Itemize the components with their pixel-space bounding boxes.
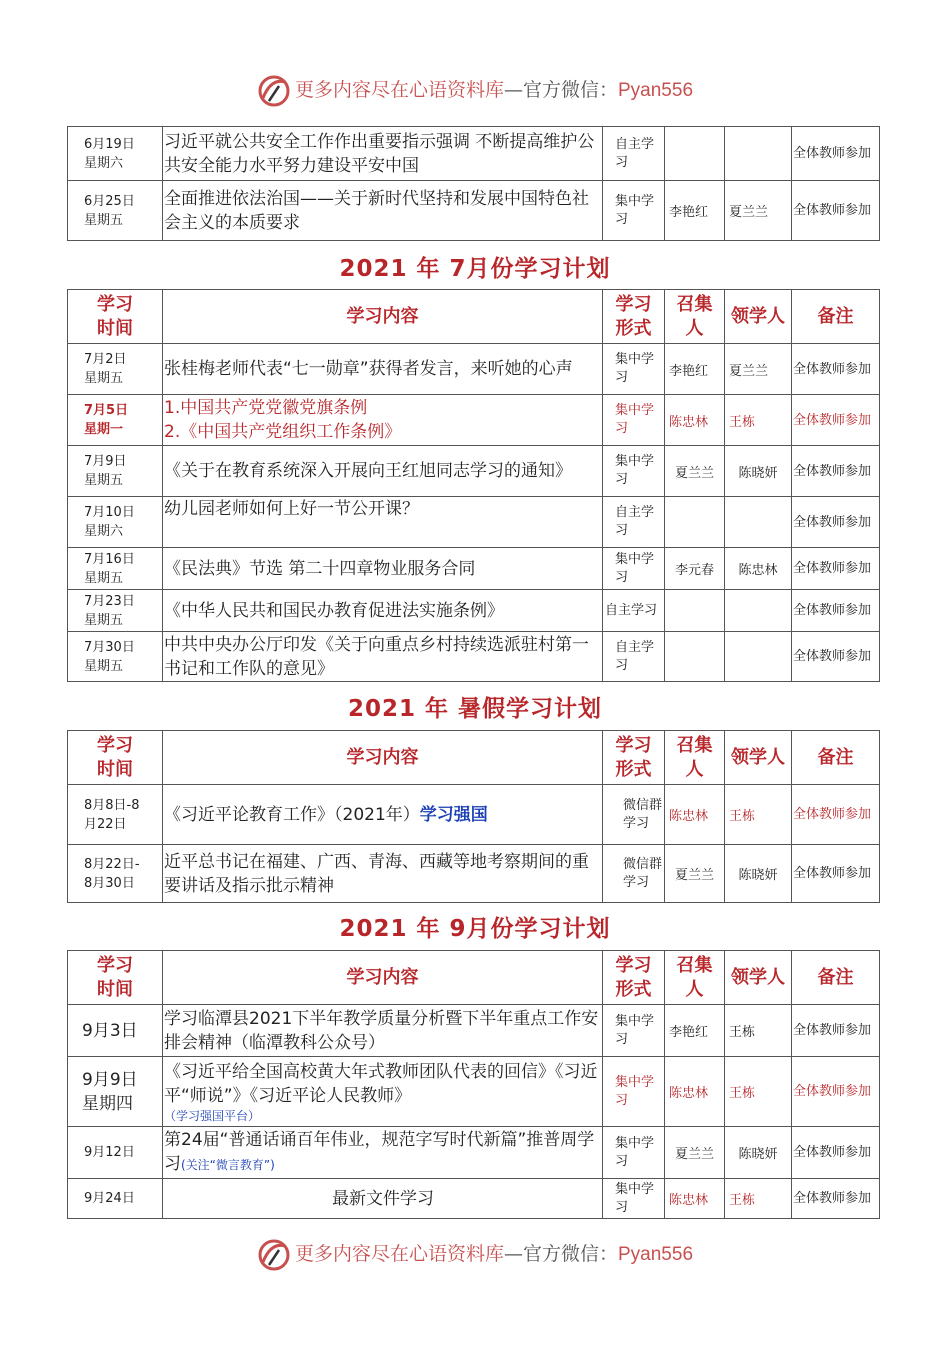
content-cell: 学习临潭县2021下半年教学质量分析暨下半年重点工作安排会精神（临潭教科公众号） (163, 1005, 603, 1057)
leader-cell: 王栋 (725, 785, 792, 845)
table-header-row (68, 951, 880, 1005)
table-header-row (68, 290, 880, 344)
note-cell: 全体教师参加 (792, 1005, 880, 1057)
table-row (68, 395, 880, 446)
header-note: 备注 (792, 951, 880, 1005)
form-cell: 集中学习 (603, 1057, 665, 1127)
date-cell: 9月12日 (68, 1127, 163, 1179)
watermark-brand: 更多内容尽在心语资料库 (294, 79, 504, 101)
convener-cell (665, 590, 725, 632)
leader-cell: 王栋 (725, 1179, 792, 1219)
header-form: 学习形式 (603, 290, 665, 344)
header-convener: 召集人 (665, 290, 725, 344)
form-cell: 集中学习 (603, 548, 665, 590)
content-cell: 中共中央办公厅印发《关于向重点乡村持续选派驻村第一书记和工作队的意见》 (163, 632, 603, 682)
september-table (67, 950, 880, 1219)
convener-cell: 陈忠林 (665, 395, 725, 446)
table-row (68, 785, 880, 845)
table-header-row (68, 731, 880, 785)
content-cell: 张桂梅老师代表“七一勋章”获得者发言，来听她的心声 (163, 344, 603, 395)
table-row (68, 181, 880, 241)
date-cell: 9月3日 (68, 1005, 163, 1057)
convener-cell: 李艳红 (665, 344, 725, 395)
convener-cell: 夏兰兰 (665, 446, 725, 497)
content-cell: 全面推进依法治国——关于新时代坚持和发展中国特色社会主义的本质要求 (163, 181, 603, 241)
date-cell: 9月24日 (68, 1179, 163, 1219)
date-cell: 7月30日 星期五 (68, 632, 163, 682)
note-cell: 全体教师参加 (792, 181, 880, 241)
watermark-brand: 更多内容尽在心语资料库 (294, 1243, 504, 1265)
content-cell: 1.中国共产党党徽党旗条例 2.《中国共产党组织工作条例》 (163, 395, 603, 446)
header-form: 学习形式 (603, 731, 665, 785)
table-row (68, 1057, 880, 1127)
leader-cell: 王栋 (725, 1005, 792, 1057)
leader-cell: 王栋 (725, 395, 792, 446)
leader-cell: 陈晓妍 (725, 446, 792, 497)
leader-cell: 王栋 (725, 1057, 792, 1127)
leader-cell: 陈忠林 (725, 548, 792, 590)
form-cell: 自主学习 (603, 497, 665, 548)
convener-cell (665, 632, 725, 682)
table-row (68, 845, 880, 903)
form-cell: 集中学习 (603, 1127, 665, 1179)
date-cell: 6月19日 星期六 (68, 127, 163, 181)
watermark-dash: — (503, 1243, 523, 1265)
convener-cell: 李艳红 (665, 1005, 725, 1057)
content-cell: 近平总书记在福建、广西、青海、西藏等地考察期间的重要讲话及指示批示精神 (163, 845, 603, 903)
form-cell: 集中学习 (603, 395, 665, 446)
header-convener: 召集人 (665, 951, 725, 1005)
form-cell: 自主学习 (603, 127, 665, 181)
form-cell: 集中学习 (603, 344, 665, 395)
note-cell: 全体教师参加 (792, 127, 880, 181)
form-cell: 自主学习 (603, 632, 665, 682)
watermark-bottom (0, 1238, 950, 1272)
convener-cell (665, 497, 725, 548)
leader-cell: 陈晓妍 (725, 1127, 792, 1179)
table-row (68, 548, 880, 590)
brand-logo-icon (257, 1238, 291, 1272)
convener-cell: 李元春 (665, 548, 725, 590)
note-cell: 全体教师参加 (792, 1127, 880, 1179)
convener-cell (665, 127, 725, 181)
content-cell: 《民法典》节选 第二十四章物业服务合同 (163, 548, 603, 590)
watermark-wechat-label: 官方微信： (522, 1243, 618, 1265)
watermark-wechat-label: 官方微信： (522, 79, 618, 101)
header-content: 学习内容 (163, 731, 603, 785)
form-cell: 集中学习 (603, 446, 665, 497)
convener-cell: 陈忠林 (665, 1057, 725, 1127)
header-content: 学习内容 (163, 290, 603, 344)
header-note: 备注 (792, 290, 880, 344)
header-note: 备注 (792, 731, 880, 785)
watermark-wechat-id: Pyan556 (618, 1244, 694, 1265)
table-row (68, 590, 880, 632)
header-leader: 领学人 (725, 951, 792, 1005)
table-row (68, 344, 880, 395)
date-cell: 9月9日 星期四 (68, 1057, 163, 1127)
table-row (68, 1005, 880, 1057)
date-cell: 7月23日 星期五 (68, 590, 163, 632)
watermark-wechat-id: Pyan556 (618, 80, 694, 101)
convener-cell: 夏兰兰 (665, 845, 725, 903)
note-cell: 全体教师参加 (792, 497, 880, 548)
table-row (68, 1179, 880, 1219)
date-cell: 7月9日 星期五 (68, 446, 163, 497)
leader-cell (725, 497, 792, 548)
convener-cell: 陈忠林 (665, 785, 725, 845)
june-table (67, 126, 880, 241)
header-time: 学习时间 (68, 951, 163, 1005)
content-cell: 《习近平给全国高校黄大年式教师团队代表的回信》《习近平“师说”》《习近平论人民教师》 （学习强国平台） (163, 1057, 603, 1127)
content-cell: 《关于在教育系统深入开展向王红旭同志学习的通知》 (163, 446, 603, 497)
date-cell: 8月8日-8 月22日 (68, 785, 163, 845)
leader-cell: 陈晓妍 (725, 845, 792, 903)
july-title: 2021 年 7月份学习计划 (339, 256, 611, 282)
note-cell: 全体教师参加 (792, 632, 880, 682)
table-row (68, 632, 880, 682)
summer-table (67, 730, 880, 903)
july-table (67, 289, 880, 682)
follow-note: (关注“微言教育”) (181, 1158, 275, 1172)
platform-note: （学习强国平台） (164, 1108, 261, 1123)
table-row (68, 446, 880, 497)
content-cell: 习近平就公共安全工作作出重要指示强调 不断提高维护公共安全能力水平努力建设平安中国 (163, 127, 603, 181)
header-time: 学习时间 (68, 290, 163, 344)
note-cell: 全体教师参加 (792, 845, 880, 903)
leader-cell: 夏兰兰 (725, 344, 792, 395)
note-cell: 全体教师参加 (792, 1057, 880, 1127)
note-cell: 全体教师参加 (792, 446, 880, 497)
summer-title: 2021 年 暑假学习计划 (347, 696, 603, 722)
convener-cell: 李艳红 (665, 181, 725, 241)
form-cell: 自主学习 (603, 590, 665, 632)
header-leader: 领学人 (725, 290, 792, 344)
note-cell: 全体教师参加 (792, 1179, 880, 1219)
content-cell: 最新文件学习 (163, 1179, 603, 1219)
date-cell: 7月2日 星期五 (68, 344, 163, 395)
leader-cell (725, 127, 792, 181)
watermark-top (0, 74, 950, 108)
content-cell: 幼儿园老师如何上好一节公开课？ (163, 497, 603, 548)
convener-cell: 陈忠林 (665, 1179, 725, 1219)
header-form: 学习形式 (603, 951, 665, 1005)
brand-logo-icon (257, 74, 291, 108)
note-cell: 全体教师参加 (792, 395, 880, 446)
form-cell: 集中学习 (603, 1005, 665, 1057)
header-convener: 召集人 (665, 731, 725, 785)
note-cell: 全体教师参加 (792, 548, 880, 590)
header-time: 学习时间 (68, 731, 163, 785)
date-cell: 8月22日- 8月30日 (68, 845, 163, 903)
september-title: 2021 年 9月份学习计划 (339, 916, 611, 942)
leader-cell (725, 632, 792, 682)
table-row (68, 1127, 880, 1179)
header-content: 学习内容 (163, 951, 603, 1005)
date-cell: 7月10日 星期六 (68, 497, 163, 548)
note-cell: 全体教师参加 (792, 590, 880, 632)
form-cell: 微信群学习 (603, 785, 665, 845)
content-cell: 《中华人民共和国民办教育促进法实施条例》 (163, 590, 603, 632)
form-cell: 微信群学习 (603, 845, 665, 903)
date-cell: 7月5日 星期一 (68, 395, 163, 446)
date-cell: 7月16日 星期五 (68, 548, 163, 590)
leader-cell: 夏兰兰 (725, 181, 792, 241)
date-cell: 6月25日 星期五 (68, 181, 163, 241)
table-row (68, 127, 880, 181)
header-leader: 领学人 (725, 731, 792, 785)
form-cell: 集中学习 (603, 181, 665, 241)
xuexi-qiangguo-link[interactable]: 学习强国 (419, 804, 488, 825)
convener-cell: 夏兰兰 (665, 1127, 725, 1179)
note-cell: 全体教师参加 (792, 785, 880, 845)
watermark-dash: — (503, 79, 523, 101)
form-cell: 集中学习 (603, 1179, 665, 1219)
content-cell: 第24届“普通话诵百年伟业，规范字写时代新篇”推普周学习(关注“微言教育”) (163, 1127, 603, 1179)
note-cell: 全体教师参加 (792, 344, 880, 395)
leader-cell (725, 590, 792, 632)
table-row (68, 497, 880, 548)
content-cell: 《习近平论教育工作》（2021年）学习强国 (163, 785, 603, 845)
